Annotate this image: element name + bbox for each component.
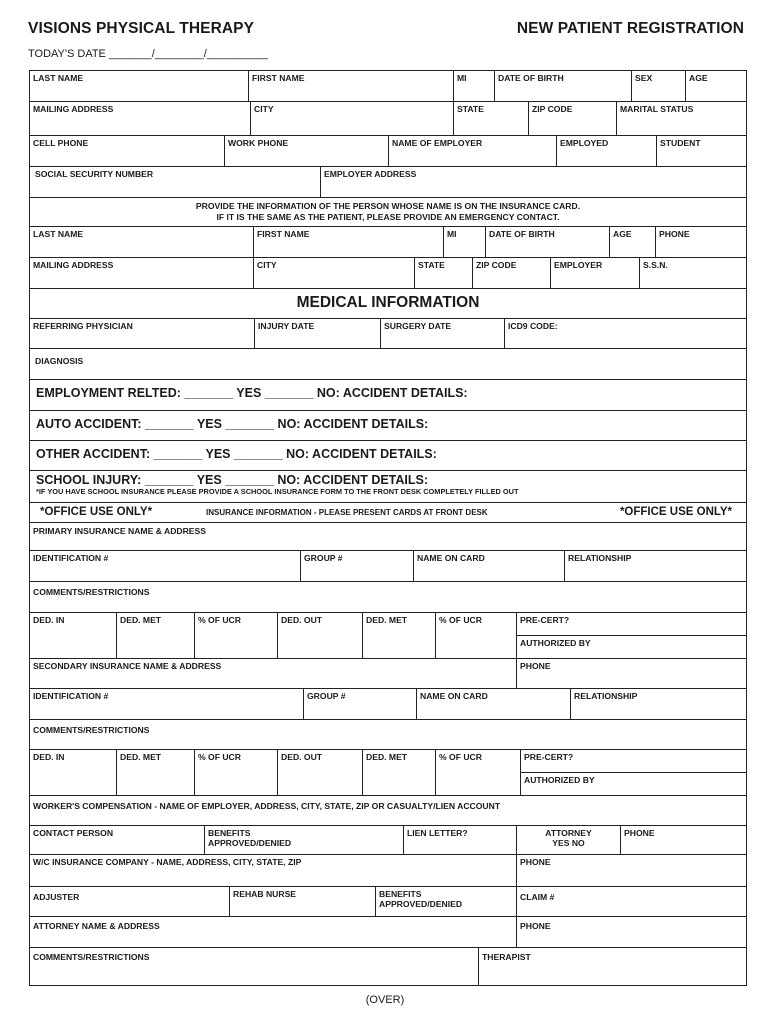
referring-physician-field[interactable]: REFERRING PHYSICIAN (33, 321, 133, 331)
patient-row-3 (30, 136, 746, 167)
primary-id-row (30, 551, 746, 582)
patient-row-1 (30, 71, 746, 102)
secondary-precert-block (520, 750, 746, 795)
secondary-ded-out-field[interactable]: DED. OUT (277, 750, 362, 795)
school-injury-row (30, 471, 746, 503)
claim-number-field[interactable]: CLAIM # (516, 887, 746, 916)
insured-phone-field[interactable]: PHONE (655, 227, 746, 257)
todays-date-field[interactable]: TODAY'S DATE _______/________/__________ (28, 48, 269, 60)
primary-group-field[interactable]: GROUP # (300, 551, 413, 581)
secondary-relationship-field[interactable]: RELATIONSHIP (570, 689, 746, 719)
attorney-label: ATTORNEY (545, 828, 592, 838)
diagnosis-field[interactable]: DIAGNOSIS (35, 356, 84, 366)
form-title: NEW PATIENT REGISTRATION (516, 20, 744, 37)
adjuster-row (30, 887, 746, 917)
wc-insurance-company-field[interactable]: W/C INSURANCE COMPANY - NAME, ADDRESS, CITY, STATE, ZIP (33, 857, 302, 867)
primary-precert-field[interactable]: PRE-CERT? (520, 615, 570, 625)
patient-marital-status-field[interactable]: MARITAL STATUS (616, 102, 746, 135)
secondary-ded-in-field[interactable]: DED. IN (33, 752, 65, 762)
final-comments-field[interactable]: COMMENTS/RESTRICTIONS (33, 952, 150, 962)
benefits-approved-field[interactable] (375, 887, 516, 916)
employment-related-row (30, 380, 746, 411)
primary-authorized-by-field[interactable]: AUTHORIZED BY (517, 635, 746, 652)
insurance-info-heading: INSURANCE INFORMATION - PLEASE PRESENT CARDS AT FRONT DESK (206, 508, 488, 517)
insured-last-name-field[interactable]: LAST NAME (33, 229, 84, 239)
patient-row-4 (30, 167, 746, 198)
rehab-nurse-field[interactable]: REHAB NURSE (229, 887, 375, 916)
secondary-name-on-card-field[interactable]: NAME ON CARD (416, 689, 570, 719)
insured-ssn-field[interactable]: S.S.N. (639, 258, 746, 288)
adjuster-field[interactable]: ADJUSTER (33, 892, 80, 902)
primary-comments-field[interactable]: COMMENTS/RESTRICTIONS (33, 587, 150, 597)
auto-accident-field[interactable]: AUTO ACCIDENT: _______ YES _______ NO: ACCIDENT DETAILS: (36, 417, 429, 431)
secondary-pct-ucr-2-field[interactable]: % OF UCR (435, 750, 520, 795)
secondary-comments-row (30, 720, 746, 750)
insured-state-field[interactable]: STATE (414, 258, 472, 288)
insured-first-name-field[interactable]: FIRST NAME (253, 227, 443, 257)
primary-comments-row (30, 582, 746, 613)
patient-row-2 (30, 102, 746, 136)
patient-sex-field[interactable]: SEX (631, 71, 685, 101)
icd9-code-field[interactable]: ICD9 CODE: (504, 319, 746, 348)
primary-insurance-name-field[interactable]: PRIMARY INSURANCE NAME & ADDRESS (33, 526, 207, 536)
employment-related-field[interactable]: EMPLOYMENT RELTED: _______ YES _______ NO: ACCIDENT DETAILS: (36, 386, 468, 400)
secondary-group-field[interactable]: GROUP # (303, 689, 416, 719)
secondary-phone-field[interactable]: PHONE (516, 659, 746, 688)
patient-mi-field[interactable]: MI (453, 71, 494, 101)
primary-ded-in-field[interactable]: DED. IN (33, 615, 65, 625)
primary-id-field[interactable]: IDENTIFICATION # (33, 553, 109, 563)
therapist-field[interactable]: THERAPIST (478, 948, 746, 985)
secondary-id-row (30, 689, 746, 720)
primary-pct-ucr-2-field[interactable]: % OF UCR (435, 613, 516, 658)
medical-row-1 (30, 319, 746, 349)
attorney-phone-field[interactable]: PHONE (516, 917, 746, 947)
patient-zip-field[interactable]: ZIP CODE (528, 102, 616, 135)
school-injury-field[interactable]: SCHOOL INJURY: _______ YES _______ NO: ACCIDENT DETAILS: (36, 473, 429, 487)
approved-denied-label: APPROVED/DENIED (208, 837, 292, 848)
secondary-id-field[interactable]: IDENTIFICATION # (33, 691, 109, 701)
office-use-right: *OFFICE USE ONLY* (619, 506, 732, 518)
contact-person-field[interactable]: CONTACT PERSON (33, 828, 114, 838)
office-use-left: *OFFICE USE ONLY* (40, 506, 153, 518)
other-accident-row (30, 441, 746, 471)
patient-work-phone-field[interactable]: WORK PHONE (224, 136, 388, 166)
insured-note (30, 198, 746, 223)
workers-contact-row (30, 826, 746, 855)
over-label: (OVER) (365, 994, 405, 1006)
approved-denied-b-label: APPROVED/DENIED (379, 898, 463, 909)
primary-pct-ucr-field[interactable]: % OF UCR (194, 613, 277, 658)
medical-info-title: MEDICAL INFORMATION (296, 294, 480, 311)
secondary-comments-field[interactable]: COMMENTS/RESTRICTIONS (33, 725, 150, 735)
patient-first-name-field[interactable]: FIRST NAME (248, 71, 453, 101)
insured-mailing-address-field[interactable]: MAILING ADDRESS (33, 260, 114, 270)
patient-state-field[interactable]: STATE (453, 102, 528, 135)
patient-employer-address-field[interactable]: EMPLOYER ADDRESS (320, 167, 746, 197)
wc-company-row (30, 855, 746, 887)
insured-mi-field[interactable]: MI (443, 227, 485, 257)
patient-last-name-field[interactable]: LAST NAME (33, 73, 84, 83)
other-accident-field[interactable]: OTHER ACCIDENT: _______ YES _______ NO: ACCIDENT DETAILS: (36, 447, 437, 461)
primary-ded-met-2-field[interactable]: DED. MET (362, 613, 435, 658)
secondary-ded-met-2-field[interactable]: DED. MET (362, 750, 435, 795)
secondary-ded-met-field[interactable]: DED. MET (116, 750, 194, 795)
primary-ded-out-field[interactable]: DED. OUT (277, 613, 362, 658)
diagnosis-row (30, 349, 746, 380)
benefits-field[interactable] (204, 826, 403, 854)
insured-row-2 (30, 258, 746, 289)
attorney-row (30, 917, 746, 948)
primary-relationship-field[interactable]: RELATIONSHIP (564, 551, 746, 581)
insured-row-1 (30, 227, 746, 258)
insured-note-row (30, 198, 746, 227)
primary-name-on-card-field[interactable]: NAME ON CARD (413, 551, 564, 581)
secondary-deductible-row (30, 750, 746, 796)
workers-comp-field[interactable]: WORKER'S COMPENSATION - NAME OF EMPLOYER, ADDRESS, CITY, STATE, ZIP OR CASUALTY/LIEN ACCOUNT (33, 801, 501, 811)
secondary-precert-field[interactable]: PRE-CERT? (524, 752, 574, 762)
secondary-pct-ucr-field[interactable]: % OF UCR (194, 750, 277, 795)
attorney-name-address-field[interactable]: ATTORNEY NAME & ADDRESS (33, 921, 160, 931)
patient-employer-name-field[interactable]: NAME OF EMPLOYER (388, 136, 556, 166)
patient-employed-field[interactable]: EMPLOYED (556, 136, 656, 166)
lien-letter-field[interactable]: LIEN LETTER? (403, 826, 516, 854)
workers-phone-field[interactable]: PHONE (620, 826, 746, 854)
patient-student-field[interactable]: STUDENT (656, 136, 746, 166)
registration-form (29, 70, 747, 986)
patient-cell-phone-field[interactable]: CELL PHONE (33, 138, 89, 148)
workers-comp-row (30, 796, 746, 826)
clinic-name: VISIONS PHYSICAL THERAPY (28, 20, 255, 37)
primary-name-row (30, 523, 746, 551)
secondary-insurance-name-field[interactable]: SECONDARY INSURANCE NAME & ADDRESS (33, 661, 222, 671)
insured-age-field[interactable]: AGE (609, 227, 655, 257)
primary-deductible-row (30, 613, 746, 659)
patient-dob-field[interactable]: DATE OF BIRTH (494, 71, 631, 101)
insured-city-field[interactable]: CITY (253, 258, 414, 288)
final-comments-row (30, 948, 746, 985)
benefits-label: BENEFITS (208, 828, 251, 838)
primary-precert-block (516, 613, 746, 658)
injury-date-field[interactable]: INJURY DATE (254, 319, 380, 348)
insured-zip-field[interactable]: ZIP CODE (472, 258, 550, 288)
medical-title-row (30, 289, 746, 319)
yes-no-label: YES NO (552, 837, 585, 848)
wc-phone-field[interactable]: PHONE (516, 855, 746, 886)
auto-accident-row (30, 411, 746, 441)
primary-ded-met-field[interactable]: DED. MET (116, 613, 194, 658)
patient-ssn-field[interactable]: SOCIAL SECURITY NUMBER (35, 169, 154, 179)
school-insurance-note: *IF YOU HAVE SCHOOL INSURANCE PLEASE PROVIDE A SCHOOL INSURANCE FORM TO THE FRONT DESK COMPLETELY FILLED OUT (36, 487, 519, 497)
patient-mailing-address-field[interactable]: MAILING ADDRESS (33, 104, 114, 114)
secondary-name-row (30, 659, 746, 689)
attorney-yes-no-field[interactable] (516, 826, 620, 854)
secondary-authorized-by-field[interactable]: AUTHORIZED BY (521, 772, 746, 789)
insured-note-line-1: PROVIDE THE INFORMATION OF THE PERSON WHOSE NAME IS ON THE INSURANCE CARD. (195, 201, 581, 211)
patient-age-field[interactable]: AGE (685, 71, 746, 101)
insured-dob-field[interactable]: DATE OF BIRTH (485, 227, 609, 257)
benefits-b-label: BENEFITS (379, 889, 422, 899)
patient-city-field[interactable]: CITY (250, 102, 453, 135)
insured-employer-field[interactable]: EMPLOYER (550, 258, 639, 288)
insured-note-line-2: IF IT IS THE SAME AS THE PATIENT, PLEASE PROVIDE AN EMERGENCY CONTACT. (216, 212, 560, 223)
office-use-row (30, 503, 746, 523)
surgery-date-field[interactable]: SURGERY DATE (380, 319, 504, 348)
